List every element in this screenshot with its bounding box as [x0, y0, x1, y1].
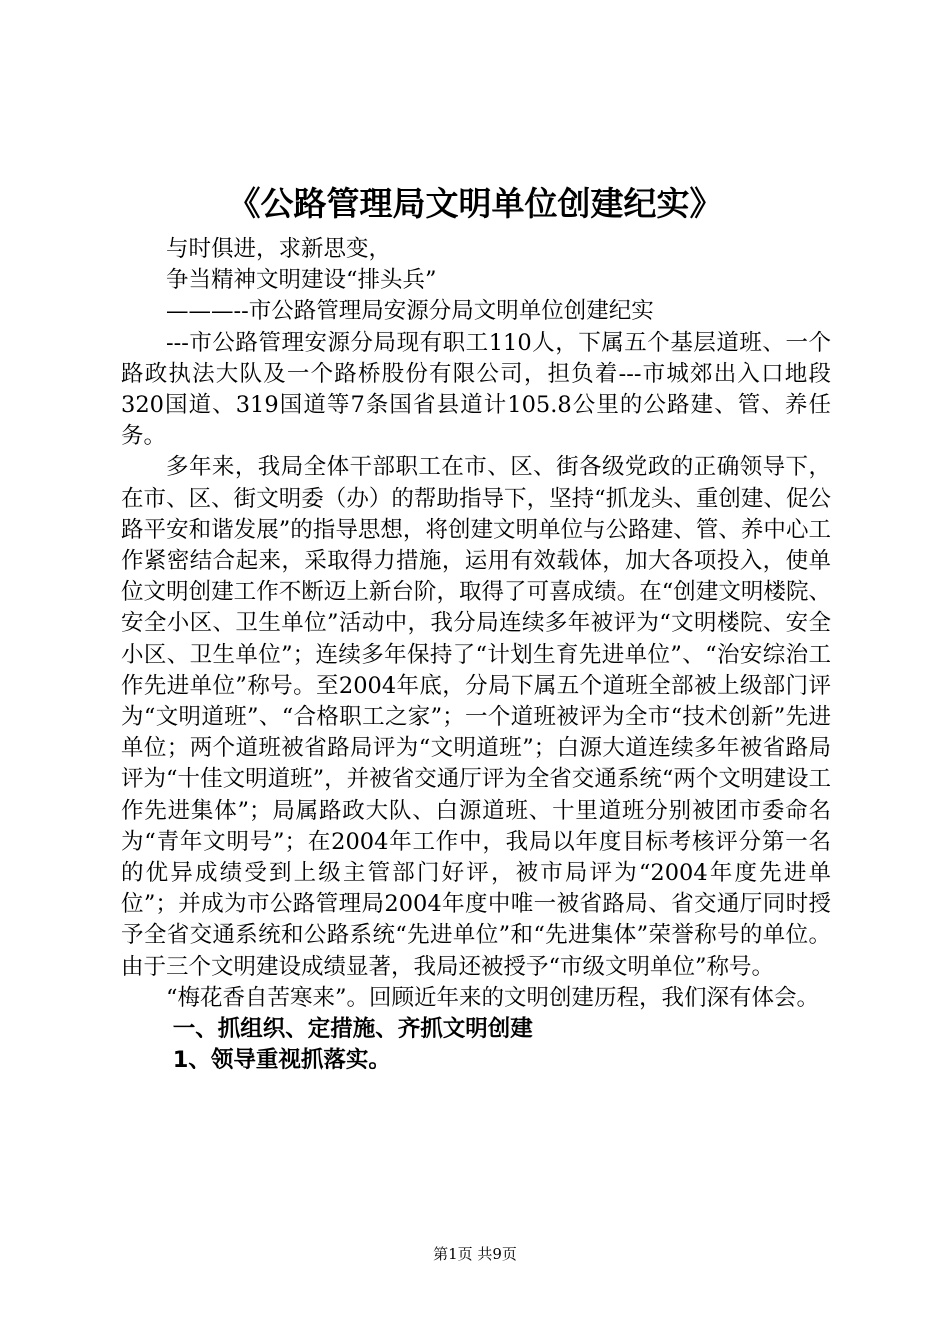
subtitle-line-1: 与时俱进，求新思变， — [166, 236, 392, 262]
paragraph-reflection: “梅花香自苦寒来”。回顾近年来的文明创建历程，我们深有体会。 — [166, 984, 820, 1011]
page-footer: 第1页 共9页 — [433, 1245, 517, 1263]
section-heading: 一、抓组织、定措施、齐抓文明创建 — [172, 1016, 533, 1043]
paragraph-intro: ---市公路管理安源分局现有职工110人，下属五个基层道班、一个路政执法大队及一个路桥股份有限公司，担负着---市城郊出入口地段320国道、319国道等7条国省县道计105.8公里的公路建、管、养任务。 — [121, 329, 831, 450]
paragraph-achievements: 多年来，我局全体干部职工在市、区、街各级党政的正确领导下，在市、区、街文明委（办）的帮助指导下，坚持“抓龙头、重创建、促公路平安和谐发展”的指导思想，将创建文明单位与公路建、管、养中心工作紧密结合起来，采取得力措施，运用有效载体，加大各项投入，使单位文明创建工作不断迈上新台阶，取得了可喜成绩。在“创建文明楼院、安全小区、卫生单位”活动中，我分局连续多年被评为“文明楼院、安全小区、卫生单位”；连续多年保持了“计划生育先进单位”、“治安综治工作先进单位”称号。至2004年底，分局下属五个道班全部被上级部门评为“文明道班”、“合格职工之家”；一个道班被评为全市“技术创新”先进单位；两个道班被省路局评为“文明道班”；白源大道连续多年被省路局评为“十佳文明道班”，并被省交通厅评为全省交通系统“两个文明建设工作先进集体”；局属路政大队、白源道班、十里道班分别被团市委命名为“青年文明号”；在2004年工作中，我局以年度目标考核评分第一名的优异成绩受到上级主管部门好评，被市局评为“2004年度先进单位”；并成为市公路管理局2004年度中唯一被省路局、省交通厅同时授予全省交通系统和公路系统“先进单位”和“先进集体”荣誉称号的单位。由于三个文明建设成绩显著，我局还被授予“市级文明单位”称号。 — [121, 454, 831, 980]
subtitle-line-3: ———--市公路管理局安源分局文明单位创建纪实 — [166, 298, 654, 325]
subtitle-line-2: 争当精神文明建设“排头兵” — [166, 267, 437, 294]
document-title: 《公路管理局文明单位创建纪实》 — [227, 184, 723, 223]
document-body — [121, 234, 831, 1076]
subsection-heading: 1、领导重视抓落实。 — [172, 1047, 391, 1074]
